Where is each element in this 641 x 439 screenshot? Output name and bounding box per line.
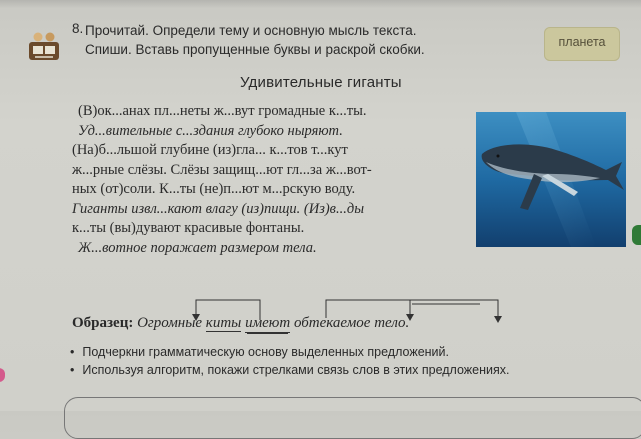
sample-word: обтекаемое [293, 315, 371, 331]
exercise-instruction [85, 21, 505, 59]
margin-marker [0, 368, 5, 382]
text-line: ж...рные слёзы. Слёзы защищ...ют гл...за ж...вот- [72, 161, 372, 178]
task-item: • Подчеркни грамматическую основу выделенных предложений. [70, 343, 510, 361]
text-line-highlighted: Ж...вотное поражает размером тела. [78, 239, 317, 256]
sample-word: Огромные [137, 315, 203, 331]
sample-label: Образец: [72, 315, 134, 331]
sample-subject: киты [205, 315, 242, 331]
badge-label: планета [558, 35, 606, 49]
margin-marker [632, 225, 641, 245]
exercise-number: 8. [72, 21, 84, 36]
task-item: • Используя алгоритм, покажи стрелками связь слов в этих предложениях. [70, 361, 510, 379]
sample-word: тело. [374, 315, 410, 331]
text-line-highlighted: Уд...вительные с...здания глубоко ныряют. [78, 122, 343, 139]
text-line: ных (от)соли. К...ты (не)п...ют м...рскую воду. [72, 181, 356, 197]
text-line: (В)ок...анах пл...неты ж...вут громадные к...ты. [78, 103, 367, 119]
task-list [70, 343, 510, 379]
planet-badge [544, 27, 620, 61]
text-title: Удивительные гиганты [240, 74, 402, 91]
instruction-line: Спиши. Вставь пропущенные буквы и раскрой скобки. [85, 42, 425, 57]
whale-image [476, 112, 626, 247]
top-page-edge [0, 0, 641, 8]
instruction-line: Прочитай. Определи тему и основную мысль текста. [85, 23, 417, 38]
sample-predicate: имеют [245, 315, 291, 331]
text-line: к...ты (вы)дувают красивые фонтаны. [72, 220, 305, 236]
text-line-highlighted: Гиганты извл...кают влагу (из)пищи. (Из)в...ды [72, 200, 365, 217]
exercise-text [72, 102, 472, 258]
sample-sentence [72, 315, 409, 332]
write-exercise-icon [29, 30, 59, 60]
text-line: (На)б...льшой глубине (из)гла... к...тов т...кут [72, 142, 348, 158]
next-exercise-frame [64, 397, 641, 439]
